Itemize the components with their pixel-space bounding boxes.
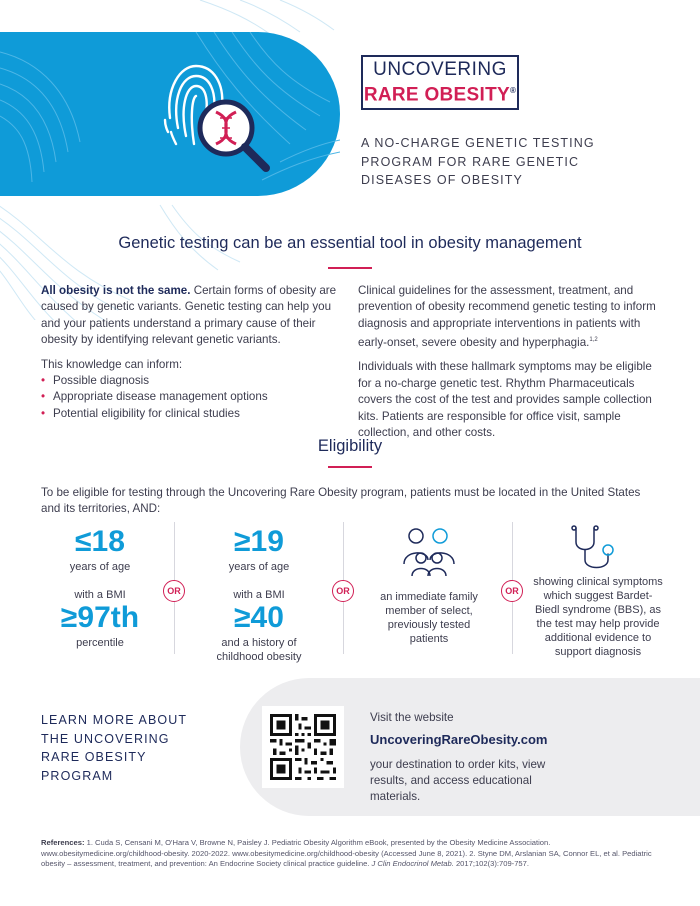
program-tagline: A NO-CHARGE GENETIC TESTING PROGRAM FOR RARE GENETIC DISEASES OF OBESITY <box>361 136 595 187</box>
criterion-text: showing clinical symptoms which suggest Bardet-Biedl syndrome (BBS), as the test may help provide additional evidence to support diagnosis <box>533 576 663 658</box>
bmi-note: and a history of childhood obesity <box>216 637 302 663</box>
logo-line1: UNCOVERING <box>373 58 507 80</box>
references: References: 1. Cuda S, Censani M, O'Hara V, Browne N, Paisley J. Pediatric Obesity Algorithm eBook, presented by the Obesity Medicine Association. www.obesitymedicine.org/childhood-obesity. 2020-2022. www.obesitymedicine.org/childhood-obesity (Accessed June 8, 2021). 2. Styne DM, Arslanian SA, Connor EL, et al. Pediatric obesity – assessment, treatment, and prevention: An Endocrine Society clinical practice guideline. J Clin Endocrinol Metab. 2017;102(3):709-757. <box>41 838 652 868</box>
eligibility-accent-divider <box>328 466 372 468</box>
criterion-age-19 <box>198 526 320 664</box>
magnifier-dna-icon <box>190 92 276 178</box>
criterion-text: an immediate family member of select, previously tested patients <box>380 591 478 645</box>
age-label: years of age <box>69 561 131 573</box>
age-value: ≥19 <box>234 525 284 558</box>
bmi-label: with a BMI <box>74 589 126 601</box>
eligibility-cost-paragraph: Individuals with these hallmark symptoms may be eligible for a no-charge genetic test. Rhythm Pharmaceuticals covers the cost of the test and provides sample collection kits. Patients are responsible for office visit, sample collection, and other costs. <box>358 360 652 440</box>
list-item: • Possible diagnosis <box>41 373 341 389</box>
or-badge: OR <box>163 580 185 602</box>
intro-right-column <box>358 283 664 450</box>
bmi-note: percentile <box>76 637 124 649</box>
list-item: • Appropriate disease management options <box>41 389 341 405</box>
eligibility-title: Eligibility <box>317 437 383 455</box>
age-label: years of age <box>228 561 290 573</box>
age-value: ≤18 <box>75 525 125 558</box>
inform-label: This knowledge can inform: <box>41 357 183 371</box>
bmi-value: ≥97th <box>60 601 140 634</box>
or-badge: OR <box>332 580 354 602</box>
inform-list <box>41 373 341 422</box>
family-icon <box>401 526 457 578</box>
page-headline: Genetic testing can be an essential tool in obesity management <box>118 234 582 252</box>
eligibility-intro: To be eligible for testing through the Uncovering Rare Obesity program, patients must be located in the United States and its territories, AND: <box>41 486 641 516</box>
qr-code[interactable] <box>262 706 344 788</box>
program-logo <box>361 55 519 110</box>
intro-left-column <box>41 283 341 422</box>
criterion-age-18 <box>41 526 159 650</box>
website-description: your destination to order kits, view results, and access educational materials. <box>370 758 546 803</box>
guidelines-paragraph: Clinical guidelines for the assessment, treatment, and prevention of obesity recommend genetic testing to inform diagnosis and appropriate interventions in patients with early-onset, severe obesity and hyperphagia.$^{1,2}$ <box>358 284 656 350</box>
headline-accent-divider <box>328 267 372 269</box>
website-link[interactable]: UncoveringRareObesity.com <box>370 732 548 747</box>
criterion-family-member <box>370 590 488 646</box>
stethoscope-icon <box>568 524 628 574</box>
logo-line2: RARE OBESITY® <box>363 84 517 106</box>
or-badge: OR <box>501 580 523 602</box>
visit-label: Visit the website <box>370 711 454 724</box>
learn-more-title: LEARN MORE ABOUT THE UNCOVERING RARE OBESITY PROGRAM <box>41 713 187 783</box>
bmi-label: with a BMI <box>233 589 285 601</box>
intro-left-paragraph: All obesity is not the same. Certain forms of obesity are caused by genetic variants. Genetic testing can help you and your patients understand a primary cause of their obesity by identifying relevant genetic variants. <box>41 284 337 347</box>
bmi-value: ≥40 <box>234 601 284 634</box>
criterion-bbs-symptoms <box>532 575 664 659</box>
list-item: • Potential eligibility for clinical studies <box>41 406 341 422</box>
